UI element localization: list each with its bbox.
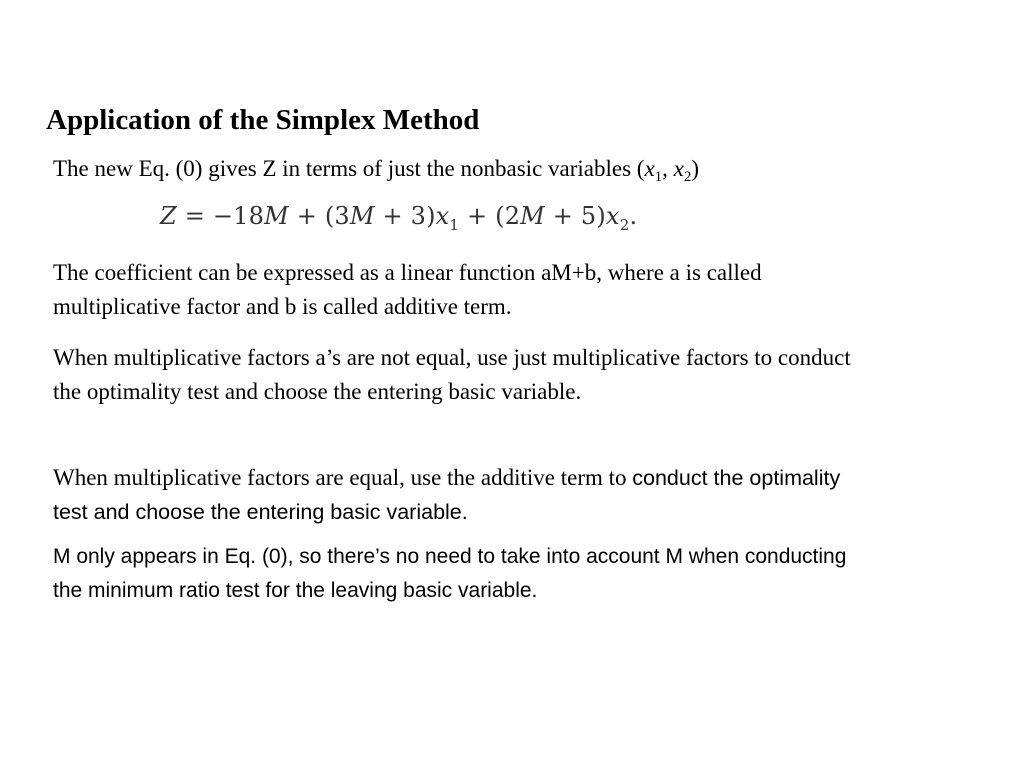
eq-part-plus2: + (2 xyxy=(459,202,521,230)
intro-sep: , xyxy=(662,156,674,181)
objective-equation xyxy=(160,196,637,236)
eq-x1: x xyxy=(435,202,450,230)
intro-close: ) xyxy=(691,156,700,181)
m-paragraph: M only appears in Eq. (0), so there’s no need to take into account M when conducting the minimum ratio test for the leaving basic variable. xyxy=(53,545,847,602)
slide-title: Application of the Simplex Method xyxy=(46,104,480,136)
multiplicative-paragraph: When multiplicative factors a’s are not equal, use just multiplicative factors to conduct the optimality test and choose the entering basic variable. xyxy=(53,345,851,404)
eq-m1: M xyxy=(264,202,289,230)
coefficient-paragraph: The coefficient can be expressed as a linear function aM+b, where a is called multiplicative factor and b is called additive term. xyxy=(53,260,762,319)
eq-part-plus2b: + 5) xyxy=(544,202,606,230)
equal-text-serif: When multiplicative factors are equal, use the additive term to xyxy=(53,465,633,490)
eq-part-eq: = −18 xyxy=(176,202,265,230)
eq-m2: M xyxy=(349,202,375,230)
intro-text: The new Eq. (0) gives Z in terms of just the nonbasic variables ( xyxy=(53,156,645,181)
equal-text-sans: conduct the optimality test and choose the entering basic variable. xyxy=(53,466,841,524)
intro-var1-sub: 1 xyxy=(654,169,663,185)
intro-var1: x xyxy=(644,156,655,181)
eq-part-plus1b: + 3) xyxy=(374,202,436,230)
eq-x2: x xyxy=(605,202,620,230)
eq-part-plus1: + (3 xyxy=(288,202,350,230)
eq-x2-sub: 2 xyxy=(619,216,630,234)
intro-paragraph xyxy=(53,152,873,186)
intro-var2: x xyxy=(673,156,684,181)
eq-x1-sub: 1 xyxy=(449,216,460,234)
equal-factors-paragraph xyxy=(53,461,873,529)
intro-var2-sub: 2 xyxy=(683,169,692,185)
eq-m3: M xyxy=(520,202,545,230)
eq-lhs: Z xyxy=(160,202,177,230)
eq-end: . xyxy=(629,202,638,230)
